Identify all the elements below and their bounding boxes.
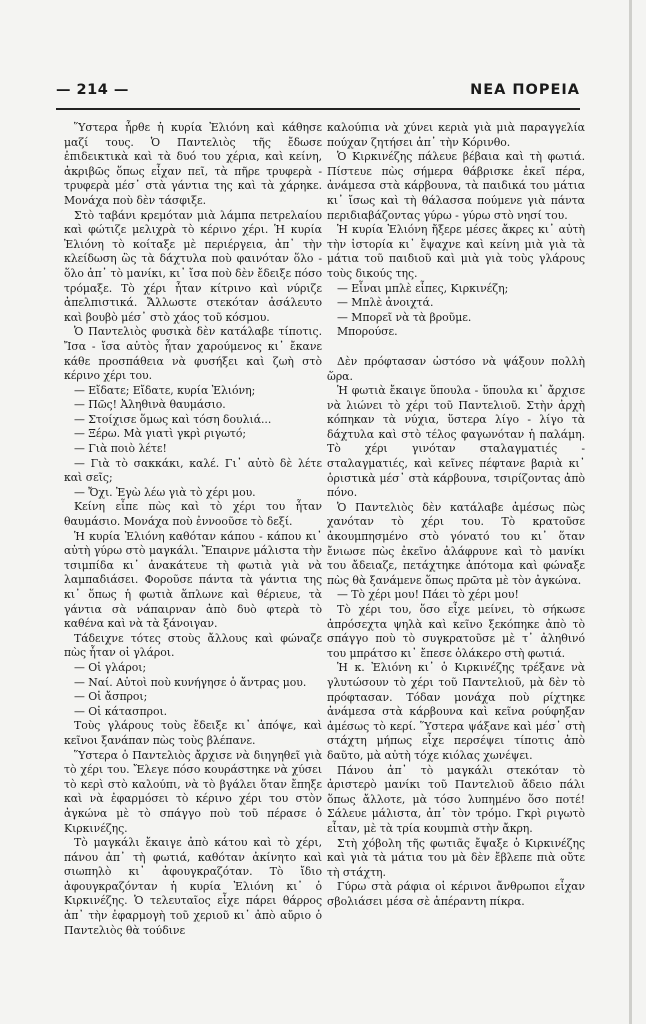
- paragraph: Στὴ χόβολη τῆς φωτιᾶς ἔψαξε ὁ Κιρκινέζης καὶ γιὰ τὰ μάτια του μὰ δὲν ἔβλεπε πιὰ οὔτε τὴ στάχτη.: [327, 836, 585, 879]
- paragraph: Ὁ Παντελιὸς φυσικὰ δὲν κατάλαβε τίποτις. Ἴσα - ἴσα αὐτὸς ἦταν χαρούμενος κι᾽ ἔκανε κάθε προσπάθεια νὰ φυσήξει καὶ ζωὴ στὸ κέρινο χέρι του.: [64, 325, 322, 383]
- paragraph: Ἡ φωτιὰ ἔκαιγε ὕπουλα - ὕπουλα κι᾽ ἄρχισε νὰ λιώνει τὸ χέρι τοῦ Παντελιοῦ. Στὴν ἀρχὴ κόπηκαν τὰ νύχια, ὕστερα λίγο - λίγο τὰ δάχτυλα καὶ στὸ τέλος φαγωνόταν ἡ παλάμη. Τὸ χέρι γινόταν σταλαγματιές - σταλαγματιές, καὶ κεῖνες πέφτανε βαριὰ κι᾽ ὁριστικὰ μέσ᾽ στὰ κάρβουνα, τσιρίζοντας ἀπὸ πόνο.: [327, 384, 585, 500]
- dialogue-line: — Οἱ ἄσπροι;: [74, 690, 148, 704]
- paragraph: καλούπια νὰ χύνει κεριὰ γιὰ μιὰ παραγγελία πούχαν ζητήσει ἀπ᾽ τὴν Κόρινθο.: [327, 121, 585, 149]
- paragraph: Κείνη εἶπε πὼς καὶ τὸ χέρι του ἦταν θαυμάσιο. Μονάχα ποὺ ἐννοοῦσε τὸ δεξί.: [64, 500, 322, 529]
- page-number: — 214 —: [56, 82, 129, 98]
- paragraph: Ἡ κυρία Ἐλιόνη ἤξερε μέσες ἄκρες κι᾽ αὐτὴ τὴν ἱστορία κι᾽ ἔψαχνε καὶ κείνη μιὰ γιὰ τὰ μάτια τοῦ παιδιοῦ καὶ μιὰ γιὰ τοὺς γλάρους τοὺς δικούς της.: [327, 223, 585, 280]
- dialogue-line: — Μπλὲ ἀνοιχτά.: [337, 296, 434, 310]
- dialogue-line: — Οἱ γλάροι;: [74, 660, 147, 674]
- left-column: [64, 121, 322, 938]
- dialogue-line: — Γιὰ ποιὸ λέτε!: [74, 442, 167, 456]
- dialogue-line: — Μπορεῖ νὰ τὰ βροῦμε.: [337, 310, 472, 324]
- paragraph: Γύρω στὰ ράφια οἱ κέρινοι ἄνθρωποι εἶχαν σβολιάσει μέσα σὲ ἀπέραντη πίκρα.: [327, 880, 585, 908]
- paragraph: Ἡ κ. Ἐλιόνη κι᾽ ὁ Κιρκινέζης τρέξανε νὰ γλυτώσουν τὸ χέρι τοῦ Παντελιοῦ, μὰ δὲν τὸ πρόφτασαν. Τόδαν μονάχα ποὺ ρίχτηκε ἀνάμεσα στὰ κάρβουνα καὶ κεῖνα ρούφηξαν ἀμέσως τὸ κερί. Ὕστερα ψάξανε καὶ μέσ᾽ στὴ στάχτη μήπως εἶχε περσέψει τίποτις ἀπὸ δαῦτο, μὰ αὐτὴ τόχε κιόλας χωνέψει.: [327, 661, 585, 762]
- page-edge-shadow: [629, 0, 632, 1024]
- paragraph: Ὕστερα ὁ Παντελιὸς ἄρχισε νὰ διηγηθεῖ γιὰ τὸ χέρι του. Ἔλεγε πόσο κουράστηκε νὰ χύσει τὸ κερὶ στὸ καλούπι, νὰ τὸ βγάλει ὅταν ἔπηξε καὶ νὰ ἐφαρμόσει τὸ κέρινο χέρι του στὸν ἀγκώνα μὲ τὸ σπάγγο ποὺ τοῦ πέρασε ὁ Κιρκινέζης.: [64, 748, 322, 835]
- dialogue-line: — Γιὰ τὸ σακκάκι, καλέ. Γι᾽ αὐτὸ δὲ λέτε καὶ σεῖς;: [64, 456, 322, 485]
- journal-title: ΝΕΑ ΠΟΡΕΙΑ: [470, 82, 580, 98]
- page-header: [56, 82, 580, 104]
- paragraph: Μπορούσε.: [337, 325, 398, 339]
- dialogue-line: — Οἱ κάτασπροι.: [74, 704, 168, 718]
- paragraph: Ἡ κυρία Ἐλιόνη καθόταν κάπου - κάπου κι᾽ αὐτὴ γύρω στὸ μαγκάλι. Ἔπαιρνε μάλιστα τὴν τσιμπίδα κι᾽ ἀνακάτευε τὴ φωτιὰ γιὰ νὰ λαμπαδιάσει. Φοροῦσε πάντα τὰ γάντια της κι᾽ ὅπως ἡ φωτιὰ ἅπλωνε καὶ θέριευε, τὰ γάντια σὰ νάπαιρναν ἀπὸ δυὸ φτερὰ τὸ καθένα καὶ νὰ τὰ ξάνοιγαν.: [64, 529, 322, 631]
- paragraph: Ὁ Κιρκινέζης πάλευε βέβαια καὶ τὴ φωτιά. Πίστευε πὼς σήμερα θάβρισκε ἐκεῖ πέρα, ἀνάμεσα στὰ κάρβουνα, τὰ παιδικά του μάτια κι᾽ ἴσως καὶ τὴ θάλασσα πούμενε γιὰ πάντα περιδιαβάζοντας γύρω - γύρω στὸ νησί του.: [327, 150, 585, 222]
- paragraph: Ὕστερα ἦρθε ἡ κυρία Ἐλιόνη καὶ κάθησε μαζί τους. Ὁ Παντελιὸς τῆς ἔδωσε ἐπιδεικτικὰ καὶ τὰ δυό του χέρια, καὶ κείνη, ἀκριβῶς ὅπως εἶχαν πεῖ, τὰ πῆρε τρυφερὰ - τρυφερὰ μέσ᾽ στὰ γάντια της καὶ τὰ χάρηκε. Μονάχα ποὺ δὲν τάσφιξε.: [64, 121, 322, 207]
- dialogue-line: — Ὄχι. Ἐγὼ λέω γιὰ τὸ χέρι μου.: [74, 485, 256, 499]
- paragraph: Τάδειχνε τότες στοὺς ἄλλους καὶ φώναζε πὼς ἦταν οἱ γλάροι.: [64, 631, 322, 660]
- paragraph: Στὸ ταβάνι κρεμόταν μιὰ λάμπα πετρελαίου καὶ φώτιζε μελιχρὰ τὸ κέρινο χέρι. Ἡ κυρία Ἐλιόνη τὸ κοίταξε μὲ περιέργεια, ἀπ᾽ τὴν κλείδωση ὣς τὰ δάχτυλα ποὺ φαινόταν ὅλο - ὅλο ἀπ᾽ τὸ μανίκι, κι᾽ ἴσα ποὺ δὲν ἔδειξε πόσο τρόμαξε. Τὸ χέρι ἦταν κίτρινο καὶ νύριζε ἀπελπιστικά. Ἄλλωστε στεκόταν ἀσάλευτο καὶ βουβὸ μέσ᾽ στὸ χάος τοῦ κόσμου.: [64, 208, 322, 324]
- dialogue-line: — Στοίχισε ὅμως καὶ τόση δουλιά...: [74, 412, 272, 426]
- paragraph: Τοὺς γλάρους τοὺς ἔδειξε κι᾽ ἀπόψε, καὶ κεῖνοι ξανάπαν πὼς τοὺς βλέπανε.: [64, 719, 322, 747]
- paragraph: Τὸ μαγκάλι ἔκαιγε ἀπὸ κάτου καὶ τὸ χέρι, πάνου ἀπ᾽ τὴ φωτιά, καθόταν ἀκίνητο καὶ σιωπηλὸ κι᾽ ἀφουγκραζόταν. Τὸ ἴδιο ἀφουγκραζόνταν ἡ κυρία Ἐλιόνη κι᾽ ὁ Κιρκινέζης. Ὁ τελευταῖος εἶχε πάρει θάρρος ἀπ᾽ τὴν ἐφαρμογὴ τοῦ χεριοῦ κι᾽ ἀπὸ αὔριο ὁ Παντελιὸς θὰ τούδινε: [64, 836, 322, 937]
- dialogue-line: — Ναί. Αὐτοὶ ποὺ κυνήγησε ὁ ἄντρας μου.: [74, 675, 307, 689]
- dialogue-line: — Εἴδατε; Εἴδατε, κυρία Ἐλιόνη;: [74, 383, 256, 397]
- dialogue-line: — Πῶς! Ἀληθινὰ θαυμάσιο.: [74, 398, 226, 412]
- dialogue-line: — Ξέρω. Μὰ γιατὶ γκρὶ ριγωτό;: [74, 427, 247, 441]
- right-column: [327, 121, 585, 909]
- paragraph: Πάνου ἀπ᾽ τὸ μαγκάλι στεκόταν τὸ ἀριστερὸ μανίκι τοῦ Παντελιοῦ ἄδειο πάλι ὅπως ἄλλοτε, μὰ τόσο λυπημένο ὅσο ποτέ! Σάλευε μάλιστα, ἀπ᾽ τὸν τρόμο. Γκρὶ ριγωτὸ εἶταν, μὲ τὰ τρία κουμπιὰ στὴν ἄκρη.: [327, 763, 585, 835]
- paragraph: Δὲν πρόφτασαν ὡστόσο νὰ ψάξουν πολλὴ ὥρα.: [327, 354, 585, 383]
- header-rule: [56, 108, 580, 110]
- dialogue-line: — Τὸ χέρι μου! Πάει τὸ χέρι μου!: [337, 588, 519, 602]
- paragraph: Τὸ χέρι του, ὅσο εἶχε μείνει, τὸ σήκωσε ἀπρόσεχτα ψηλὰ καὶ κεῖνο ξεκόπηκε ἀπὸ τὸ σπάγγο ποὺ τὸ συγκρατοῦσε μὲ τ᾽ ἀληθινό του μπράτσο κι᾽ ἔπεσε ὁλάκερο στὴ φωτιά.: [327, 603, 585, 660]
- dialogue-line: — Εἶναι μπλὲ εἶπες, Κιρκινέζη;: [337, 281, 509, 295]
- paragraph: Ὁ Παντελιὸς δὲν κατάλαβε ἀμέσως πὼς χανόταν τὸ χέρι του. Τὸ κρατοῦσε ἀκουμπησμένο στὸ γόνατό του κι᾽ ὅταν ἔνιωσε πὼς ἐκεῖνο ἀλάφρυνε καὶ τὸ μανίκι του ἄδειαζε, πετάχτηκε ἀπότομα καὶ φώναξε πὼς θὰ ξανάμενε ὅπως πρῶτα μὲ τὸν ἀγκώνα.: [327, 500, 585, 587]
